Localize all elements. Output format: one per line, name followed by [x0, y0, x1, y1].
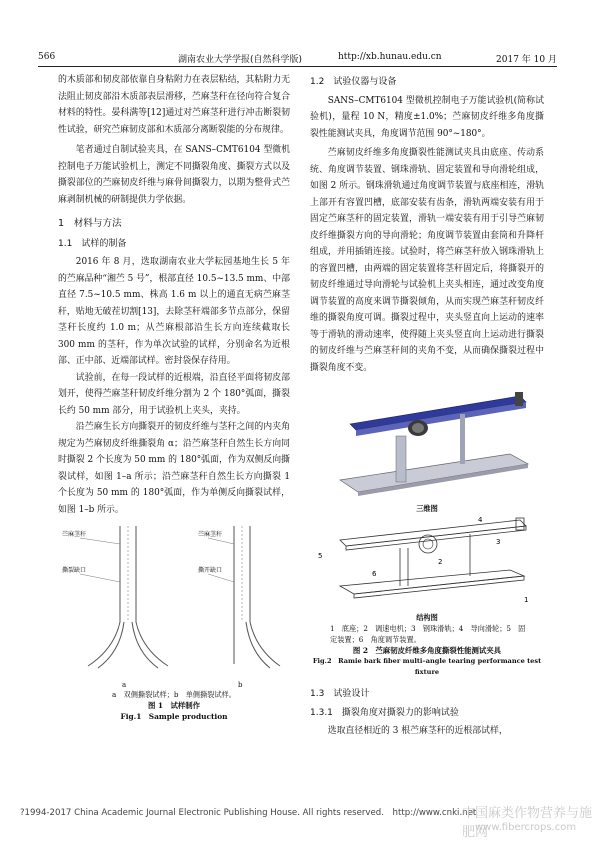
subsubsection-heading: 1.3.1 撕裂角度对撕裂力的影响试验 — [310, 707, 459, 718]
paragraph: SANS–CMT6104 型微机控制电子万能试验机(简称试验机)，量程 10 N，精度±1.0%；苎麻韧皮纤维多角度撕裂性能测试夹具，角度调节范围 90°~180°。 — [310, 95, 544, 139]
part-number: 5 — [318, 551, 323, 560]
section-heading: 1 材料与方法 — [58, 218, 122, 229]
subsection-heading: 1.1 试样的制备 — [58, 238, 127, 249]
fixture-structure-view — [310, 514, 544, 606]
watermark-cn: 中国麻类作物营养与施肥网 — [462, 806, 593, 840]
subsection-heading: 1.2 试验仪器与设备 — [310, 77, 397, 87]
figure-caption-cn: 图 2 苎麻韧皮纤维多角度撕裂性能测试夹具 — [352, 646, 502, 655]
sample-a-drawing — [80, 526, 168, 668]
fixture-3d-view — [310, 384, 544, 496]
page-number: 566 — [38, 52, 56, 62]
part-number: 3 — [496, 537, 501, 546]
label-notch-a: 撕裂缺口 — [62, 567, 87, 574]
paragraph: 的木质部和韧皮部依靠自身粘附力在表层粘结，其粘附力无法阻止韧皮部沿木质部表层滑移，苎麻茎秆在径向符合复合材料的特性。晏科满等[12]通过对苎麻茎秆进行冲击断裂韧性试验，研究苎麻韧皮部和木质部分离断裂能的分布规律。 — [58, 75, 290, 135]
figure-caption-en: Fig.2 Ramie bark fiber multi–angle tearing performance test fixture — [312, 657, 542, 676]
mark-b: b — [238, 680, 243, 689]
sample-b-drawing — [208, 526, 280, 668]
journal-url: http://xb.hunau.edu.cn — [338, 52, 442, 62]
subsection-heading: 1.3 试验设计 — [310, 689, 370, 699]
label-structure-view: 结构图 — [416, 613, 438, 622]
figure-caption-en: Fig.1 Sample production — [120, 711, 228, 721]
part-number: 4 — [478, 515, 483, 524]
copyright-footer: ?1994-2017 China Academic Journal Electronic Publishing House. All rights reserved. http://www.cnki.net — [20, 808, 477, 818]
label-notch-b: 撕开缺口 — [198, 567, 223, 574]
figure-1 — [58, 524, 290, 722]
running-header — [38, 52, 557, 67]
label-stem-a: 苎麻茎秆 — [62, 531, 87, 538]
sample-production-diagram — [58, 524, 290, 672]
figure-legend: 定装置；6 角度调节装置。 — [330, 635, 421, 644]
label-3d-view: 三维图 — [416, 503, 438, 513]
figure-2 — [310, 384, 544, 678]
watermark-url: www.fibercrops.com — [475, 822, 577, 833]
paragraph: 沿苎麻生长方向撕裂开的韧皮纤维与茎秆之间的内夹角规定为苎麻韧皮纤维撕裂角 α；沿苎麻茎秆自然生长方向同时撕裂 2 个长度为 50 mm 的 180°弧面，作为双侧反向撕裂试样，如图 1–a 所示；沿苎麻茎秆自然生长方向撕裂 1 个长度为 50 mm 的 180°弧面，作为单侧反向撕裂试样，如图 1–b 所示。 — [58, 422, 290, 515]
journal-name: 湖南农业大学学报(自然科学版) — [178, 55, 303, 65]
figure-subcaption: a 双侧撕裂试样；b 单侧撕裂试样。 — [112, 689, 236, 699]
paragraph: 2016 年 8 月，选取湖南农业大学耘园基地生长 5 年的苎麻品种“湘苎 5 号”，根部直径 10.5~13.5 mm、中部直径 7.5~10.5 mm、株高 1.6 m 以上的通直无病苎麻茎秆，贴地无破茬切割[13]，去除茎秆端部多节点部分，保留茎秆长度约 1.0 m；从苎麻根部沿生长方向连续截取长 300 mm 的茎秆，作为单次试验的试样，分别命名为近根部、正中部、近端部试样。密封袋保存待用。 — [58, 257, 290, 366]
label-stem-b: 苎麻茎秆 — [198, 531, 223, 538]
issue-date: 2017 年 10 月 — [496, 55, 557, 65]
part-number: 1 — [524, 595, 529, 604]
left-column — [58, 72, 290, 722]
part-number: 6 — [372, 569, 377, 578]
paragraph: 苎麻韧皮纤维多角度撕裂性能测试夹具由底座、传动系统、角度调节装置、钢珠滑轨、固定装置和导向滑轮组成，如图 2 所示。钢珠滑轨通过角度调节装置与底座相连，滑轨上部开有容置凹槽，底部安装有齿条，滑轨两端安装有用于固定苎麻茎秆的固定装置，滑轨一端安装有用于引导苎麻韧皮纤维撕裂方向的导向滑轮；角度调节装置由套筒和升降杆组成，并用插销连接。试验时，将苎麻茎秆放入钢珠滑轨上的容置凹槽，由两端的固定装置将茎秆固定后，将撕裂开的韧皮纤维通过导向滑轮与试验机上夹头相连，通过改变角度调节装置的高度来调节撕裂倾角，从而实现苎麻茎秆韧皮纤维的撕裂角度可调。撕裂过程中，夹头竖直向上运动的速率等于滑轨的滑动速率，使得随上夹头竖直向上运动进行撕裂的韧皮纤维与苎麻茎秆间的夹角不变，从而确保撕裂过程中撕裂角度不变。 — [310, 148, 544, 373]
paragraph: 选取直径相近的 3 根苎麻茎秆的近根部试样， — [327, 726, 508, 736]
figure-caption-cn: 图 1 试样制作 — [147, 700, 201, 710]
right-column — [310, 72, 544, 740]
figure-legend: 1 底座；2 调速电机；3 钢珠滑轨；4 导向滑轮；5 固 — [330, 624, 526, 633]
mark-a: a — [122, 680, 127, 689]
paragraph: 笔者通过自制试验夹具，在 SANS–CMT6104 型微机控制电子万能试验机上，测定不同撕裂角度、撕裂方式以及撕裂部位的苎麻韧皮纤维与麻骨间撕裂力，以期为整骨式苎麻剥制机械的研制提供力学依据。 — [58, 145, 290, 205]
part-number: 2 — [438, 557, 443, 566]
paragraph: 试验前，在每一段试样的近根端，沿直径平面将韧皮部划开，使得苎麻茎秆韧皮纤维分割为 2 个 180°弧面，撕裂长约 50 mm 部分，用于试验机上夹头，夹持。 — [58, 372, 290, 416]
